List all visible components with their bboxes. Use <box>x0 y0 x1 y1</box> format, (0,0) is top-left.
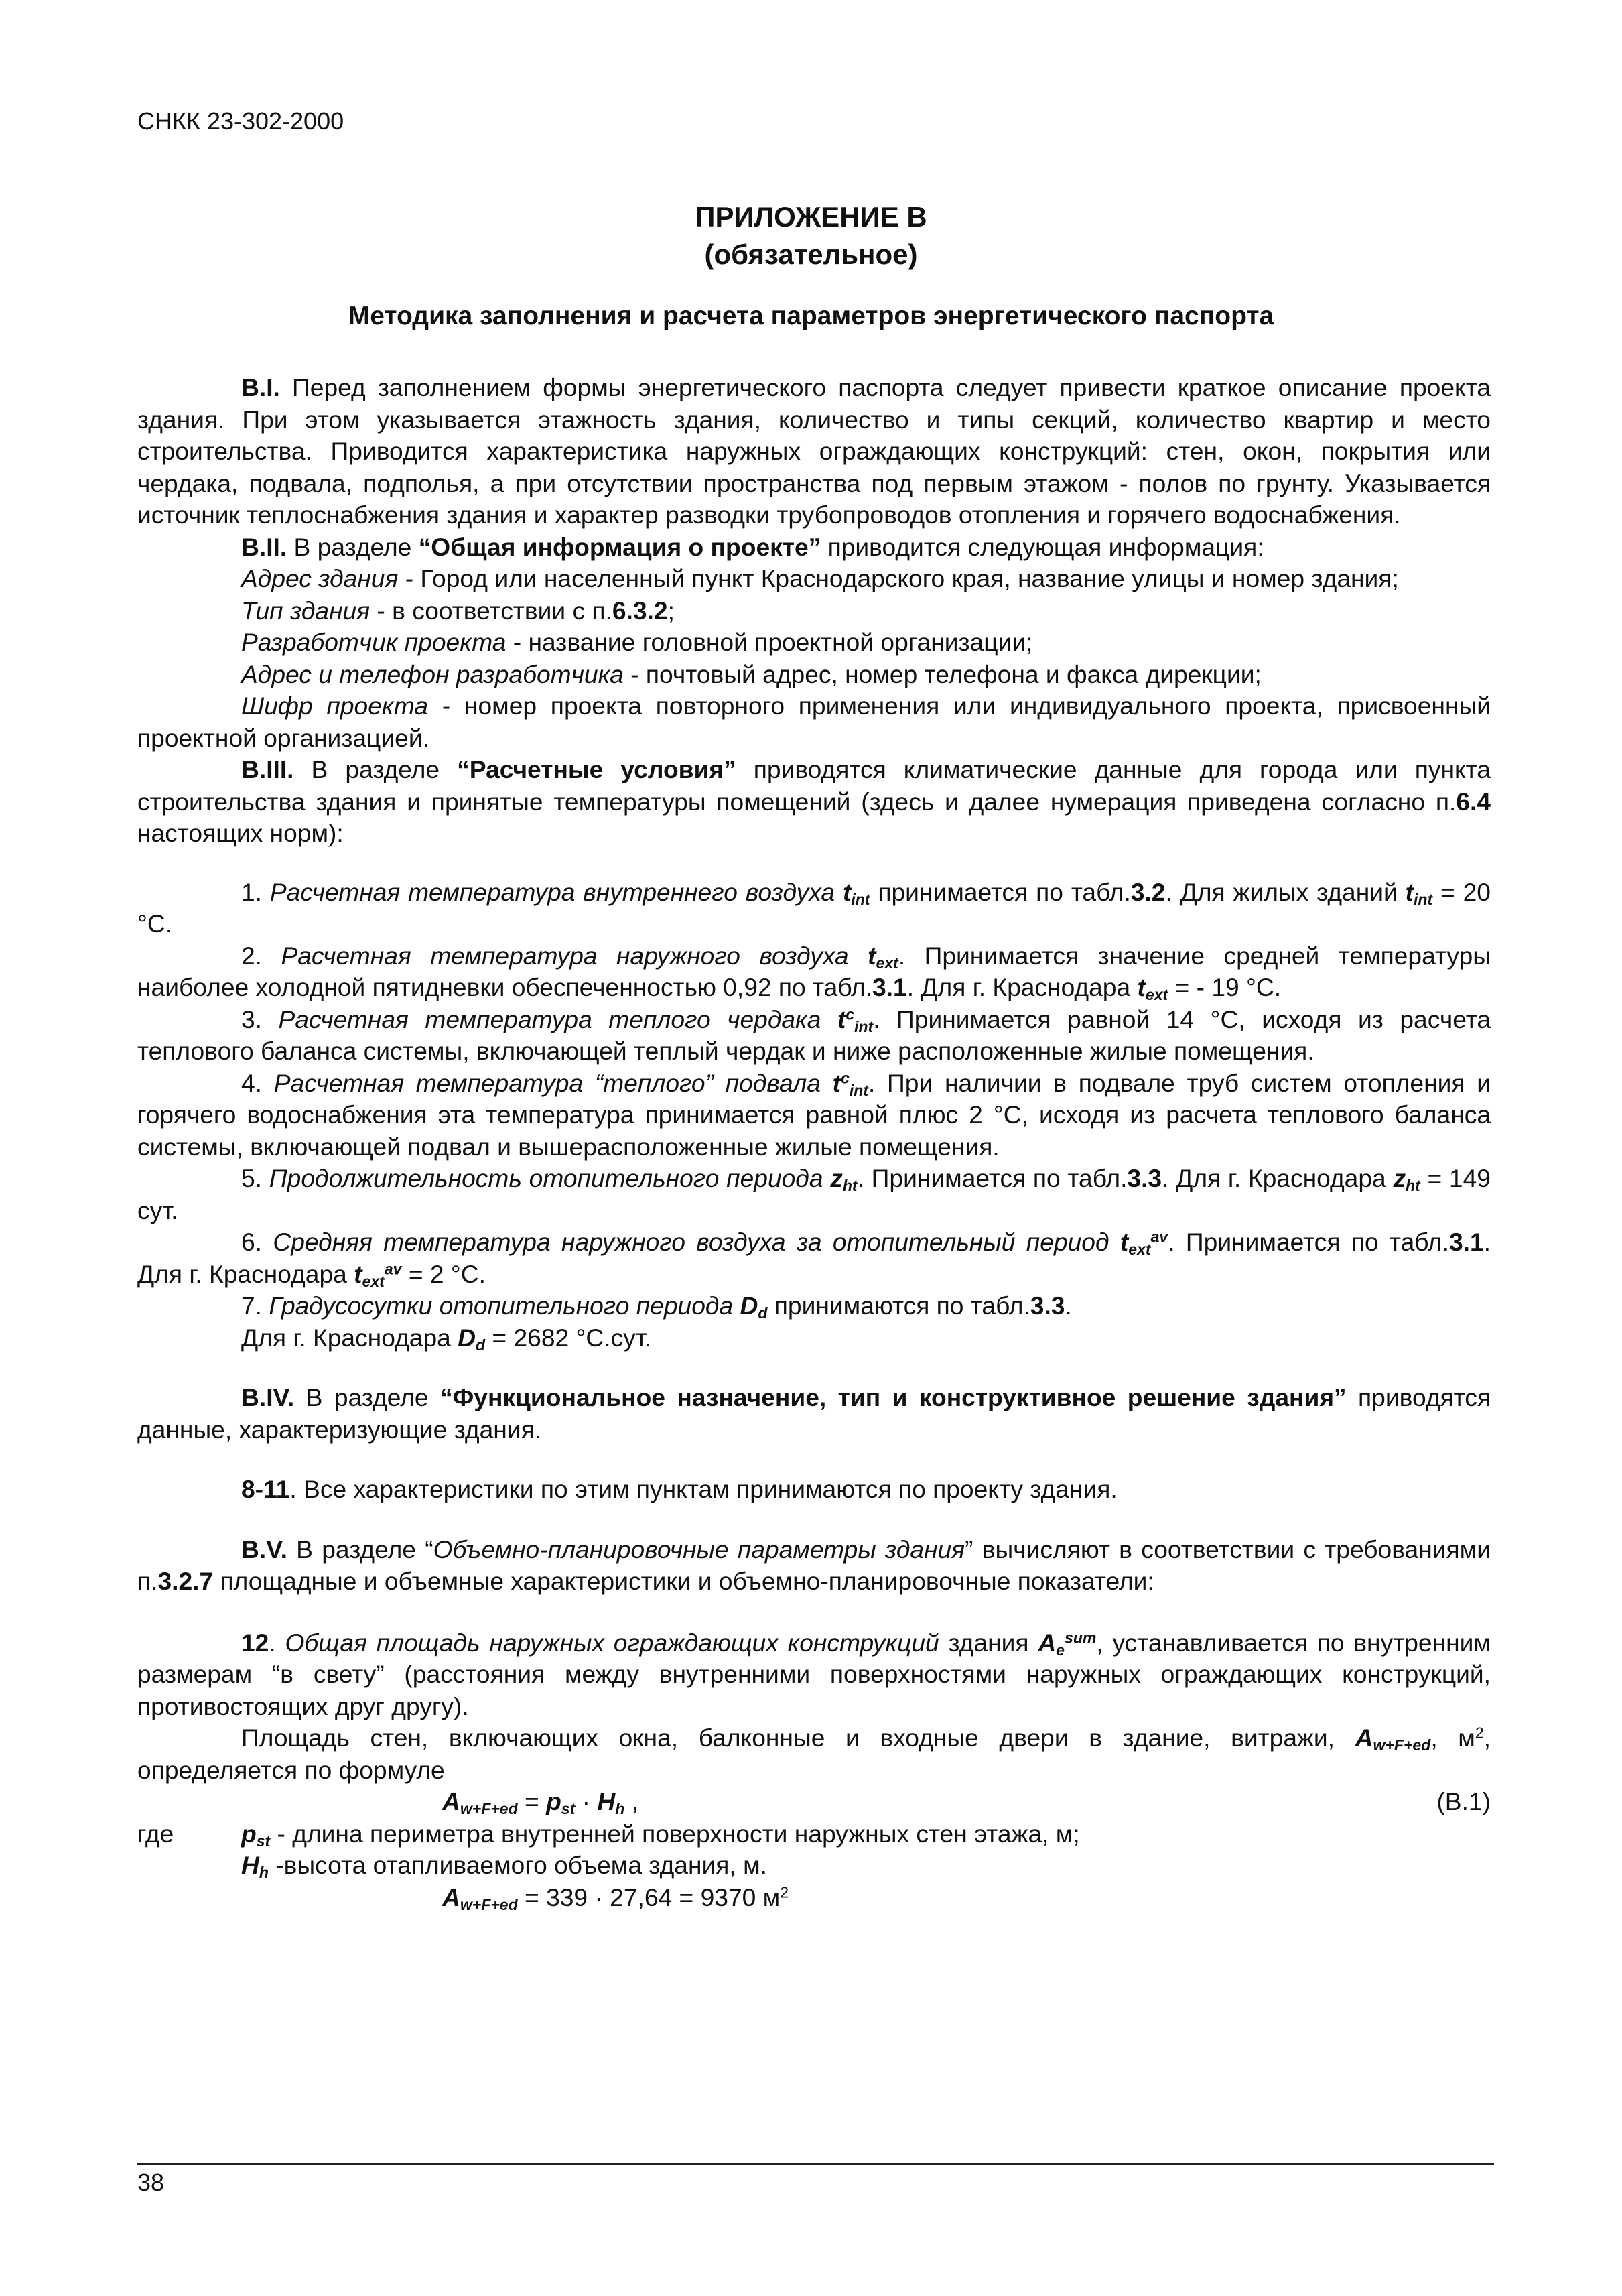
appendix-status: (обязательное) <box>704 239 918 270</box>
item-5: 5. Продолжительность отопительного периода $z_{ht}$. Принимается по табл.3.3. Для г. Краснодара $z_{ht} = 149$ сут. <box>137 1164 1491 1224</box>
document-code: СНКК 23-302-2000 <box>137 107 344 135</box>
formula-number: (В.1) <box>1436 1787 1491 1815</box>
page-number: 38 <box>137 2169 165 2196</box>
appendix-heading: Методика заполнения и расчета параметров энергетического паспорта <box>348 302 1274 330</box>
b2-contacts: Адрес и телефон разработчика - почтовый адрес, номер телефона и факса дирекции; <box>241 659 1262 688</box>
item-7-value: Для г. Краснодара $D_d = 2682$ °С.сут. <box>241 1323 652 1354</box>
b2-address: Адрес здания - Город или населенный пункт Краснодарского края, название улицы и номер здания; <box>241 564 1399 592</box>
document-body <box>137 372 1491 1913</box>
section-b5: В.V. В разделе “Объемно-планировочные параметры здания” вычисляют в соответствии с требованиями п.3.2.7 площадные и объемные характеристики и объемно-планировочные показатели: <box>137 1535 1491 1595</box>
where-hh: $H_h$ -высота отапливаемого объема здания, м. <box>241 1851 767 1881</box>
item-4: 4. Расчетная температура “теплого” подвала $t^c_{int}$. При наличии в подвале труб систем отопления и горячего водоснабжения эта температура принимается равной плюс 2 °С, исходя из расчета теплового баланса системы, включающей подвал и вышерасположенные жилые помещения. <box>137 1068 1491 1161</box>
section-b1: В.I. Перед заполнением формы энергетического паспорта следует привести краткое описание проекта здания. При этом указывается этажность здания, количество и типы секций, количество квартир и место строительства. Приводится характеристика наружных ограждающих конструкций: стен, окон, покрытия или чердака, подвала, подполья, а при отсутствии пространства под первым этажом - полов по грунту. Указывается источник теплоснабжения здания и характер разводки трубопроводов отопления и горячего водоснабжения. <box>137 373 1491 529</box>
item-2: 2. Расчетная температура наружного воздуха $t_{ext}$. Принимается значение средней температуры наиболее холодной пятидневки обеспеченностью 0,92 по табл.3.1. Для г. Краснодара $t_{ext}$ = - 19 °С. <box>137 941 1491 1003</box>
item-3: 3. Расчетная температура теплого чердака $t^c_{int}$. Принимается равной 14 °С, исходя из расчета теплового баланса системы, включающей теплый чердак и ниже расположенные жилые помещения. <box>137 1005 1491 1065</box>
appendix-title: ПРИЛОЖЕНИЕ В <box>695 201 927 233</box>
item-12: 12. Общая площадь наружных ограждающих конструкций здания $A_e^{sum}$, устанавливается по внутренним размерам “в свету” (расстояния между внутренними поверхностями наружных ограждающих конструкций, противостоящих друг другу). <box>137 1628 1491 1720</box>
b2-type: Тип здания - в соответствии с п.6.3.2; <box>241 596 675 625</box>
b2-cipher: Шифр проекта - номер проекта повторного применения или индивидуального проекта, присвоенный проектной организацией. <box>137 692 1491 752</box>
walls-area-text: Площадь стен, включающих окна, балконные и входные двери в здание, витражи, $A_{w+F+ed}$, $м^2$, определяется по формуле <box>137 1724 1491 1784</box>
footer-divider <box>137 2163 1494 2165</box>
item-6: 6. Средняя температура наружного воздуха за отопительный период $t_{ext}^{av}$. Принимается по табл.3.1. Для г. Краснодара $t_{ext}^{av} = 2$ °С. <box>137 1228 1491 1290</box>
where-clause <box>137 1818 1491 1882</box>
where-label: где <box>137 1819 174 1848</box>
item-1: 1. Расчетная температура внутреннего воздуха $t_{int}$ принимается по табл.3.2. Для жилых зданий $t_{int} = 20$ °С. <box>137 877 1491 938</box>
section-b4: В.IV. В разделе “Функциональное назначение, тип и конструктивное решение здания” приводятся данные, характеризующие здания. <box>137 1383 1491 1444</box>
section-b2: В.II. В разделе “Общая информация о проекте” приводится следующая информация: <box>241 532 1264 561</box>
where-pst: $p_{st}$ - длина периметра внутренней поверхности наружных стен этажа, м; <box>241 1819 1080 1850</box>
item-7: 7. Градусосутки отопительного периода $D_d$ принимаются по табл.3.3. <box>241 1291 1072 1322</box>
items-8-11: 8-11. Все характеристики по этим пунктам принимаются по проекту здания. <box>241 1475 1118 1503</box>
formula-expression: $A_{w+F+ed} = p_{st} \cdot H_h$ , <box>442 1787 638 1817</box>
formula-b1 <box>137 1786 1491 1818</box>
section-b3: В.III. В разделе “Расчетные условия” приводятся климатические данные для города или пункта строительства здания и принятые температуры помещений (здесь и далее нумерация приведена согласно п.6.4 настоящих норм): <box>137 755 1491 847</box>
calculation: $A_{w+F+ed} = 339 \cdot 27,64 = 9370$ $м^2$ <box>442 1883 789 1913</box>
b2-developer: Разработчик проекта - название головной проектной организации; <box>241 628 1033 656</box>
